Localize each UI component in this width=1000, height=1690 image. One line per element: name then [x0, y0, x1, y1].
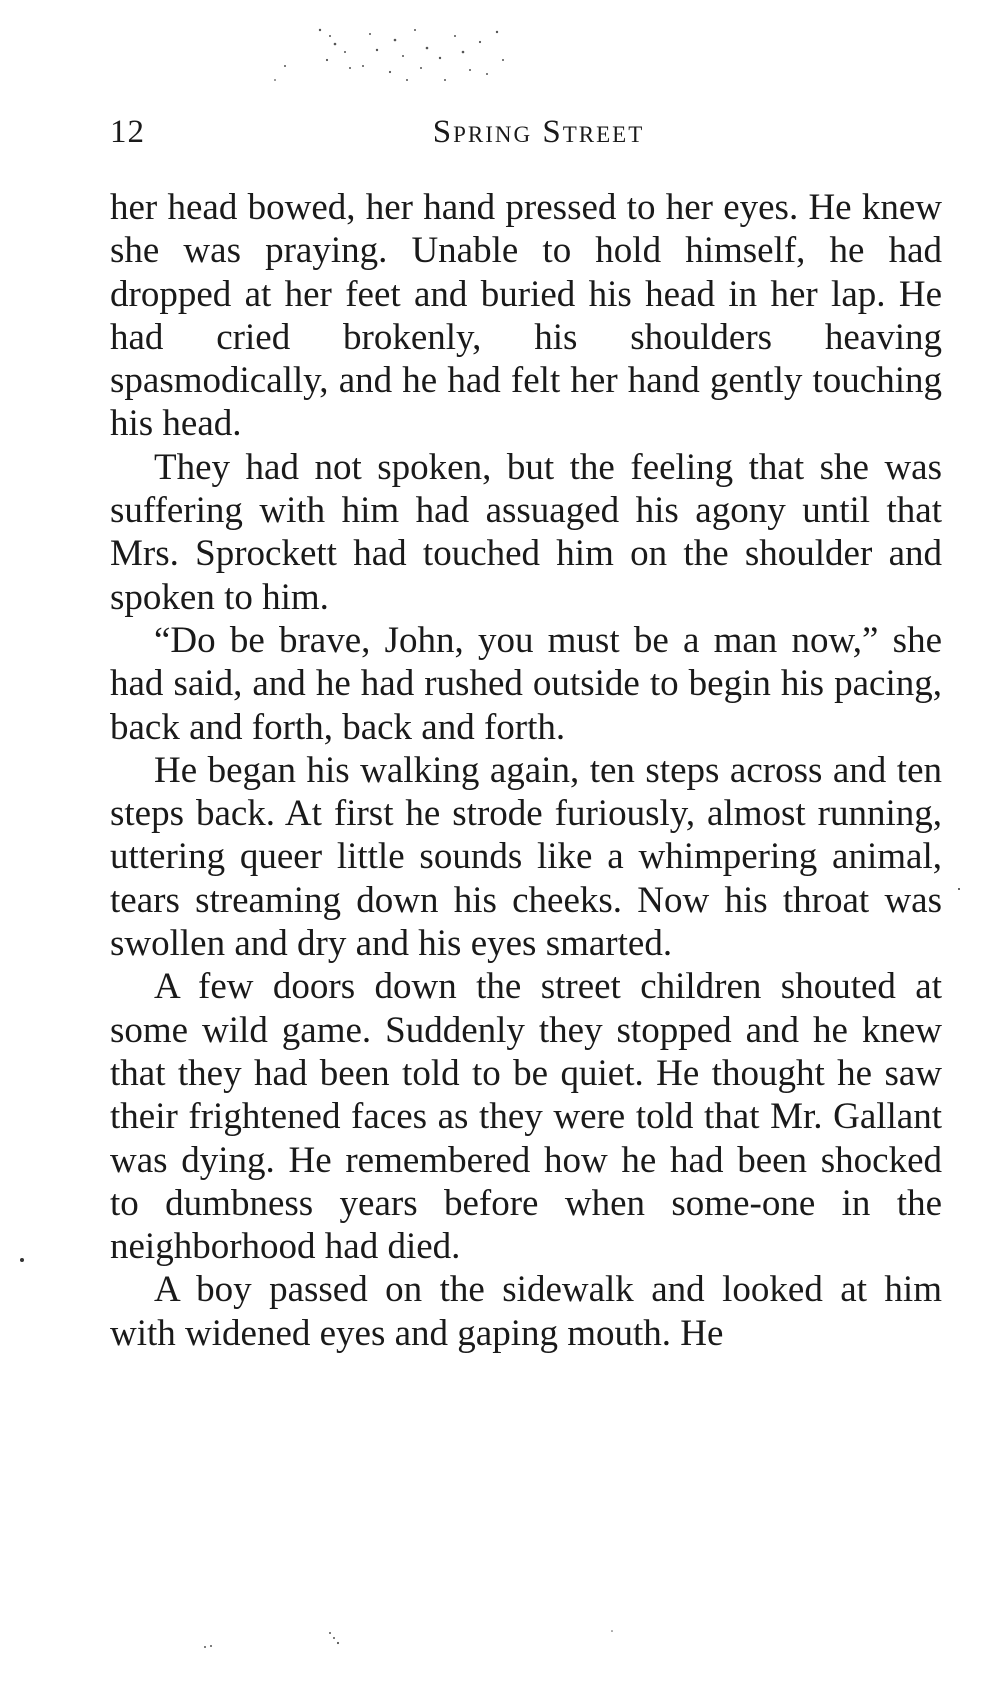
- body-text: [110, 186, 942, 1355]
- paragraph: They had not spoken, but the feeling that she was suffering with him had assuaged his agony until that Mrs. Sprockett had touched him on the shoulder and spoken to him.: [110, 446, 942, 618]
- running-head: Spring Street: [432, 114, 645, 150]
- paragraph: her head bowed, her hand pressed to her eyes. He knew she was praying. Unable to hold himself, he had dropped at her feet and buried his head in her lap. He had cried brokenly, his shoulders heaving spasmodically, and he had felt her hand gently touching his head.: [110, 187, 942, 445]
- margin-speck: [958, 888, 960, 890]
- paragraph: He began his walking again, ten steps across and ten steps back. At first he strode furiously, almost running, uttering queer little sounds like a whimpering animal, tears streaming down his cheeks. Now his throat was swollen and dry and his eyes smarted.: [110, 749, 942, 965]
- page-number: 12: [110, 114, 145, 150]
- paragraph: A boy passed on the sidewalk and looked at him with widened eyes and gaping mouth. He: [110, 1269, 942, 1354]
- margin-speck: [20, 1258, 24, 1262]
- paragraph: “Do be brave, John, you must be a man now,” she had said, and he had rushed outside to begin his pacing, back and forth, back and forth.: [110, 619, 942, 748]
- paragraph: A few doors down the street children shouted at some wild game. Suddenly they stopped and he knew that they had been told to be quiet. He thought he saw their frightened faces as they were told that Mr. Gallant was dying. He remembered how he had been shocked to dumbness years before when some-one in the neighborhood had died.: [110, 966, 942, 1268]
- print-speckles: [265, 22, 525, 87]
- print-speckles-bottom: [200, 1625, 620, 1655]
- page-header: [110, 110, 942, 160]
